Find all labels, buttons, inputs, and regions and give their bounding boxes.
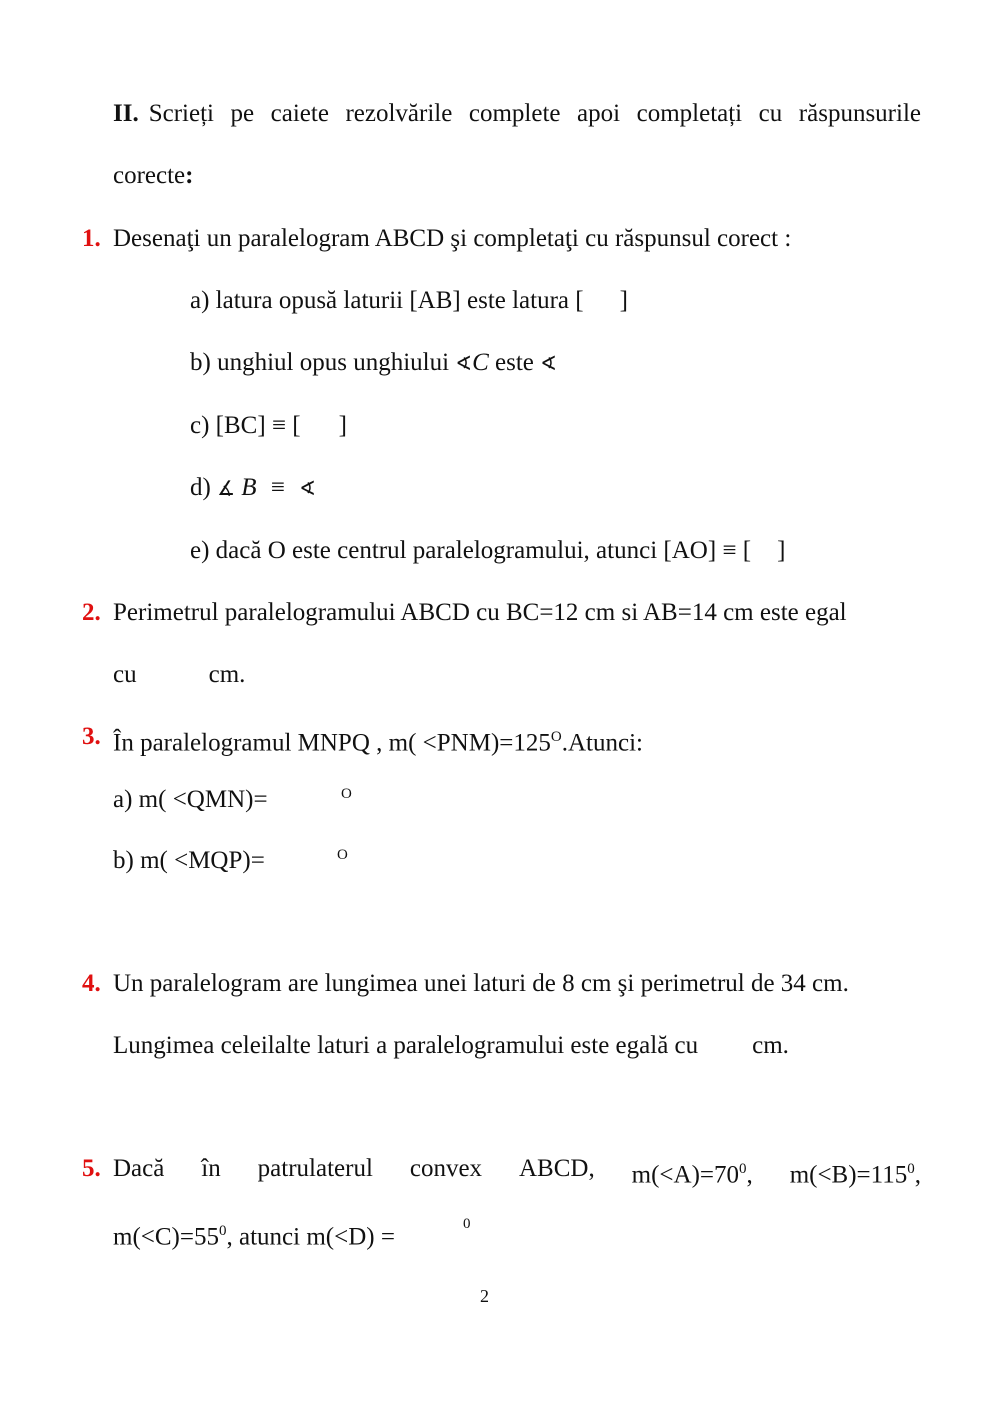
- equiv-symbol: ≡: [270, 474, 285, 501]
- comma: ,: [746, 1161, 753, 1189]
- angle-icon: ∢: [455, 351, 473, 375]
- question-4-answer-line: [113, 1031, 789, 1061]
- q5-angle-b-text: m(<B)=115: [789, 1161, 908, 1189]
- instructions-text: Scrieți pe caiete rezolvările complete apoi completați cu răspunsurile: [148, 100, 921, 127]
- question-2-cu: cu: [113, 661, 137, 688]
- question-5-line-2: [113, 1216, 395, 1252]
- question-2-number: 2.: [82, 599, 101, 626]
- page-number: 2: [480, 1286, 489, 1306]
- section-number: II.: [113, 100, 139, 127]
- question-1b-text: b) unghiul opus unghiului: [190, 349, 450, 376]
- question-3-text: [113, 722, 643, 758]
- question-1b: [190, 348, 557, 378]
- q5-word: în: [201, 1155, 221, 1182]
- question-1a-bracket: ]: [619, 287, 628, 314]
- question-5-line-1: [113, 1154, 921, 1190]
- question-1b-mid: este: [495, 349, 534, 376]
- q5-question-d: , atunci m(<D) =: [226, 1223, 395, 1251]
- question-1c-text: c) [BC] ≡ [: [190, 412, 301, 439]
- question-4-text-2: Lungimea celeilalte laturi a paralelogramului este egală cu: [113, 1032, 699, 1059]
- angle-icon: ∢: [540, 351, 557, 375]
- question-3b: b) m( <MQP)=: [113, 847, 265, 874]
- instructions-line-1: [113, 99, 921, 129]
- instructions-text-end: corecte: [113, 162, 186, 189]
- question-1c: [190, 411, 347, 441]
- question-1a-text: a) latura opusă laturii [AB] este latura [: [190, 287, 584, 314]
- q5-angle-c: m(<C)=55: [113, 1223, 219, 1251]
- angle-icon: ∢: [299, 476, 316, 500]
- q5-word: ABCD,: [518, 1155, 595, 1182]
- question-1-number: 1.: [82, 225, 101, 252]
- question-1c-bracket: ]: [338, 412, 347, 439]
- question-1b-var: C: [472, 349, 489, 376]
- question-1d-text: d): [190, 474, 211, 501]
- question-4-number: 4.: [82, 970, 101, 997]
- question-4-text: Un paralelogram are lungimea unei laturi de 8 cm şi perimetrul de 34 cm.: [113, 970, 849, 997]
- instructions-line-2: [113, 161, 193, 191]
- question-1-text: Desenaţi un paralelogram ABCD şi completaţi cu răspunsul corect :: [113, 225, 792, 252]
- question-3b-degree: O: [337, 847, 348, 863]
- question-1e-text: e) dacă O este centrul paralelogramului, atunci [AO] ≡ [: [190, 537, 752, 564]
- q5-angle-b: [790, 1154, 921, 1190]
- q5-word: convex: [409, 1155, 483, 1182]
- question-3a-degree: O: [341, 786, 352, 802]
- q5-angle-a-text: m(<A)=70: [631, 1161, 739, 1189]
- degree-symbol: O: [550, 729, 562, 745]
- question-4-unit: cm.: [752, 1032, 789, 1059]
- angle-icon: ∡: [217, 476, 236, 500]
- question-1e-bracket: ]: [777, 537, 786, 564]
- question-2-answer-line: [113, 660, 245, 690]
- question-1d: [190, 473, 316, 503]
- question-3-atunci: .Atunci:: [561, 729, 643, 757]
- degree-symbol: 0: [739, 1161, 747, 1177]
- question-2-unit: cm.: [208, 661, 246, 688]
- degree-symbol: 0: [907, 1161, 915, 1177]
- question-1e: [190, 536, 785, 566]
- question-2-text: Perimetrul paralelogramului ABCD cu BC=12 cm si AB=14 cm este egal: [113, 599, 847, 626]
- q5-word: Dacă: [113, 1155, 165, 1182]
- question-1a: [190, 286, 628, 316]
- question-3-statement: În paralelogramul MNPQ , m( <PNM)=125: [113, 729, 551, 757]
- question-5-number: 5.: [82, 1155, 101, 1182]
- instructions-colon: :: [185, 162, 194, 189]
- comma: ,: [914, 1161, 921, 1189]
- question-5-degree: 0: [463, 1216, 471, 1232]
- degree-symbol: 0: [218, 1223, 227, 1239]
- q5-word: patrulaterul: [257, 1155, 373, 1182]
- question-1d-var: B: [241, 474, 257, 501]
- q5-angle-a: [632, 1154, 753, 1190]
- question-3a: a) m( <QMN)=: [113, 786, 268, 813]
- question-3-number: 3.: [82, 723, 101, 750]
